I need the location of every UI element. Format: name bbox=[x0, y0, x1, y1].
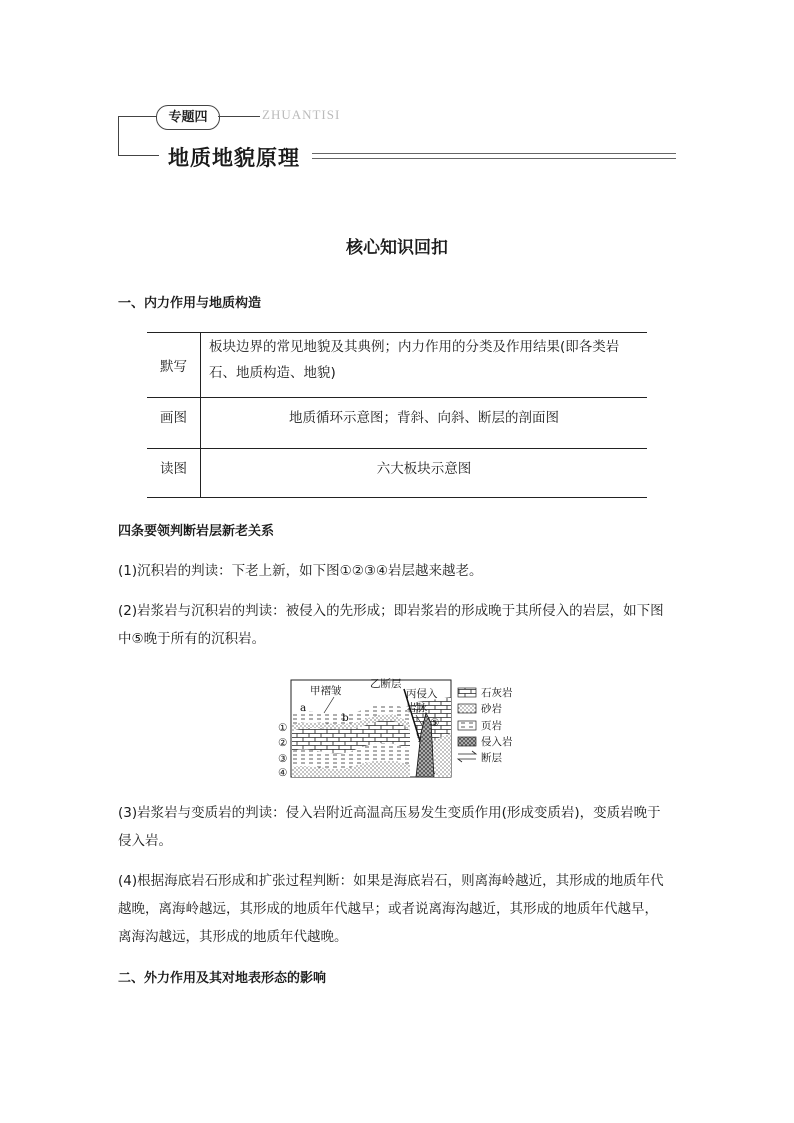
rules-heading: 四条要领判断岩层新老关系 bbox=[118, 524, 275, 539]
table-row-value: 板块边界的常见地貌及其典例；内力作用的分类及作用结果(即各类岩石、地质构造、地貌) bbox=[201, 333, 648, 398]
layer-5-label: ⑤ bbox=[430, 717, 440, 729]
chapter-title: 地质地貌原理 bbox=[168, 146, 300, 170]
header-rule-double bbox=[312, 153, 676, 159]
intrusion-label-line1: 丙侵入 bbox=[406, 688, 438, 700]
rule-4-line1: (4)根据海底岩石形成和扩张过程判断：如果是海底岩石，则离海岭越近，其形成的地质年代 bbox=[118, 873, 664, 889]
intrusive-rock-swatch bbox=[458, 737, 476, 746]
header-rule-short bbox=[218, 116, 260, 117]
rule-1: (1)沉积岩的判读：下老上新，如下图①②③④岩层越来越老。 bbox=[118, 563, 483, 579]
table-row bbox=[147, 398, 647, 449]
rule-3-line1: (3)岩浆岩与变质岩的判读：侵入岩附近高温高压易发生变质作用(形成变质岩)，变质岩晚于 bbox=[118, 805, 661, 821]
legend-limestone-label: 石灰岩 bbox=[481, 687, 513, 699]
limestone-swatch bbox=[458, 688, 476, 697]
topic-badge: 专题四 bbox=[156, 105, 220, 130]
shale-swatch bbox=[458, 721, 476, 730]
part1-heading: 一、内力作用与地质构造 bbox=[118, 296, 262, 311]
layer-2-label: ② bbox=[278, 737, 288, 749]
table-row-value: 地质循环示意图；背斜、向斜、断层的剖面图 bbox=[201, 398, 648, 449]
point-b-label: b bbox=[342, 712, 349, 724]
rule-2-line1: (2)岩浆岩与沉积岩的判读：被侵入的先形成；即岩浆岩的形成晚于其所侵入的岩层，如下图 bbox=[118, 603, 664, 619]
table-row bbox=[147, 449, 647, 498]
legend-sandstone-label: 砂岩 bbox=[481, 703, 502, 715]
section-heading: 核心知识回扣 bbox=[346, 238, 448, 258]
rock-strata-diagram bbox=[276, 673, 526, 781]
table-row-value: 六大板块示意图 bbox=[201, 449, 648, 498]
rule-4-line2: 越晚，离海岭越远，其形成的地质年代越早；或者说离海沟越近，其形成的地质年代越早， bbox=[118, 901, 658, 917]
fault-label: 乙断层 bbox=[370, 678, 402, 690]
intrusion-label-line2: 岩脉 bbox=[406, 702, 427, 714]
rule-3-line2: 侵入岩。 bbox=[118, 833, 172, 849]
layer-1-label: ① bbox=[278, 722, 288, 734]
table-row bbox=[147, 333, 647, 398]
rule-2-line2: 中⑤晚于所有的沉积岩。 bbox=[118, 631, 266, 647]
legend-shale-label: 页岩 bbox=[481, 720, 502, 732]
rule-4-line3: 离海沟越远，其形成的地质年代越晚。 bbox=[118, 929, 348, 945]
point-a-label: a bbox=[300, 702, 307, 714]
fault-arrows-icon bbox=[458, 751, 476, 762]
layer-3-label: ③ bbox=[278, 753, 288, 765]
legend-intrusive-label: 侵入岩 bbox=[481, 736, 513, 748]
task-table bbox=[147, 332, 647, 498]
fold-label: 甲褶皱 bbox=[310, 685, 342, 697]
table-row-label: 默写 bbox=[147, 333, 201, 398]
sandstone-swatch bbox=[458, 704, 476, 713]
header-bracket-line bbox=[118, 116, 159, 156]
legend bbox=[458, 686, 513, 764]
legend-fault-label: 断层 bbox=[481, 752, 502, 764]
table-row-label: 读图 bbox=[147, 449, 201, 498]
part2-heading: 二、外力作用及其对地表形态的影响 bbox=[118, 971, 327, 986]
table-row-label: 画图 bbox=[147, 398, 201, 449]
layer-4-label: ④ bbox=[278, 767, 288, 779]
topic-pinyin: ZHUANTISI bbox=[262, 107, 341, 122]
